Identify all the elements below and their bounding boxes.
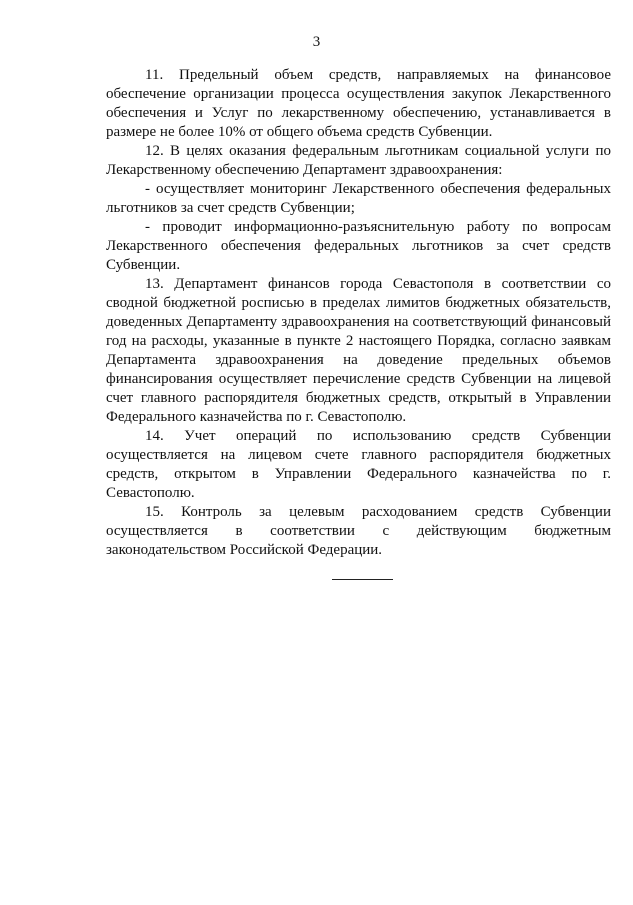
- paragraph-12: 12. В целях оказания федеральным льготникам социальной услуги по Лекарственному обеспечению Департамент здравоохранения:: [106, 143, 611, 178]
- paragraph-12-item-monitoring: - осуществляет мониторинг Лекарственного обеспечения федеральных льготников за счет средств Субвенции;: [106, 181, 611, 216]
- paragraph-12-item-information: - проводит информационно-разъяснительную работу по вопросам Лекарственного обеспечения федеральных льготников за счет средств Субвенции.: [106, 219, 611, 273]
- paragraph-11: 11. Предельный объем средств, направляемых на финансовое обеспечение организации процесса осуществления закупок Лекарственного обеспечения и Услуг по лекарственному обеспечению, устанавливается в размере не более 10% от общего объема средств Субвенции.: [106, 67, 611, 140]
- page-number: 3: [312, 34, 321, 50]
- document-body: [106, 66, 611, 560]
- paragraph-15: 15. Контроль за целевым расходованием средств Субвенции осуществляется в соответствии с действующим бюджетным законодательством Российской Федерации.: [106, 504, 611, 558]
- end-divider-line: [332, 579, 393, 580]
- paragraph-13: 13. Департамент финансов города Севастополя в соответствии со сводной бюджетной росписью в пределах лимитов бюджетных обязательств, доведенных Департаменту здравоохранения на соответствующий финансовый год на расходы, указанные в пункте 2 настоящего Порядка, согласно заявкам Департамента здравоохранения на доведение предельных объемов финансирования осуществляет перечисление средств Субвенции на лицевой счет главного распорядителя бюджетных средств, открытый в Управлении Федерального казначейства по г. Севастополю.: [106, 276, 611, 425]
- paragraph-14: 14. Учет операций по использованию средств Субвенции осуществляется на лицевом счете главного распорядителя бюджетных средств, открытом в Управлении Федерального казначейства по г. Севастополю.: [106, 428, 611, 501]
